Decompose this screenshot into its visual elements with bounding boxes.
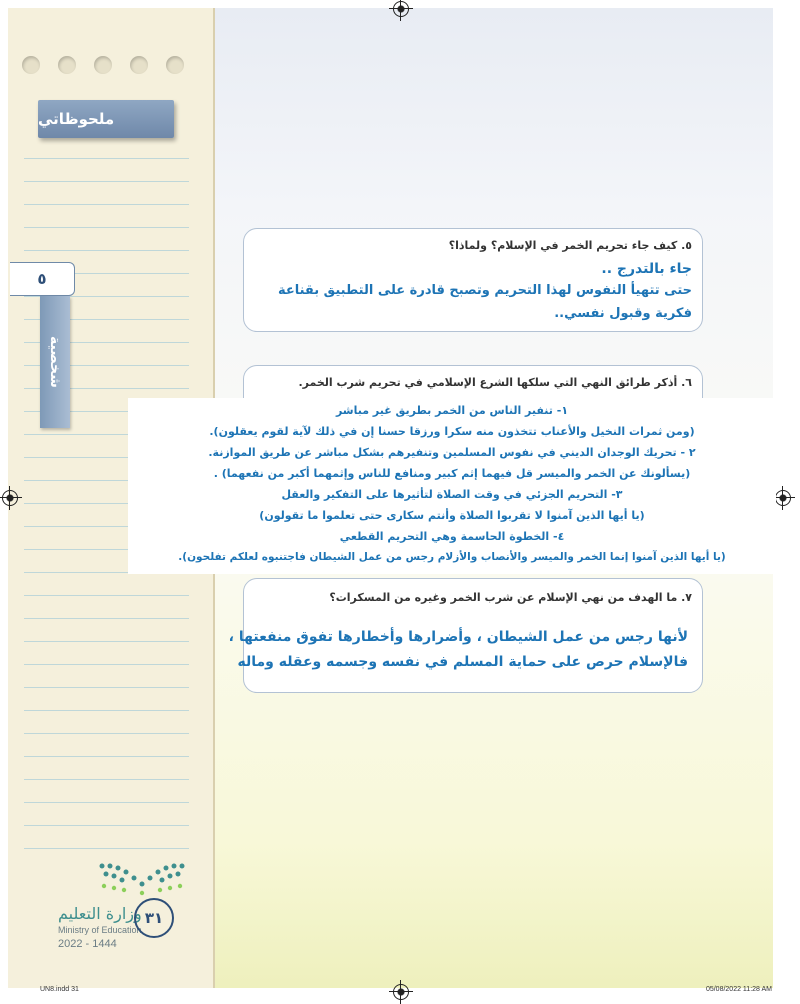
ministry-year: 2022 - 1444 (58, 938, 117, 950)
question-5-box (243, 228, 703, 332)
ruled-line (24, 825, 189, 826)
binder-hole (58, 56, 76, 74)
binder-hole (22, 56, 40, 74)
ministry-name-english: Ministry of Education (58, 925, 142, 935)
question-6-answer-line: ٢ - تحريك الوجدان الديني في نفوس المسلمين وتنفيرهم بشكل مباشر عن طريق الموازنة. (208, 446, 696, 459)
ruled-line (24, 158, 189, 159)
ruled-line (24, 227, 189, 228)
question-6-answer-line: (يسألونك عن الخمر والميسر قل فيهما إثم كبير ومنافع للناس وإثمهما أكبر من نفعهما) . (213, 467, 691, 480)
ruled-line (24, 664, 189, 665)
page-number-text: ٣١ (144, 909, 164, 927)
notes-title-tab (38, 100, 174, 138)
ruled-line (24, 250, 189, 251)
registration-mark (393, 984, 409, 1000)
ruled-line (24, 204, 189, 205)
unit-number: ٥ (37, 270, 47, 288)
registration-mark (2, 490, 18, 506)
ruled-line (24, 687, 189, 688)
question-6-answer-area (128, 398, 776, 574)
question-6-answer-line: ٣- التحريم الجزئي في وقت الصلاة لتأثيرها على التفكير والعقل (281, 488, 623, 501)
question-6-text: ٦. أذكر طرائق النهي التي سلكها الشرع الإسلامي في تحريم شرب الخمر. (298, 376, 692, 389)
ruled-line (24, 802, 189, 803)
question-6-answer-line: ٤- الخطوة الحاسمة وهي التحريم القطعي (339, 530, 565, 543)
question-7-answer-line2: فالإسلام حرص على حماية المسلم في نفسه وجسمه وعقله وماله (237, 654, 688, 670)
question-5-answer-line1: جاء بالتدرج .. (601, 261, 692, 277)
binder-hole (130, 56, 148, 74)
ruled-line (24, 756, 189, 757)
ruled-line (24, 733, 189, 734)
ministry-name-arabic: وزارة التعليم (58, 904, 142, 923)
file-slug: UN8.indd 31 (40, 986, 79, 993)
registration-mark (393, 1, 409, 17)
question-6-answer-line: ١- تنفير الناس من الخمر بطريق غير مباشر (335, 404, 569, 417)
ruled-line (24, 595, 189, 596)
question-5-answer-line3: فكرية وقبول نفسي.. (554, 306, 692, 321)
question-5-text: ٥. كيف جاء تحريم الخمر في الإسلام؟ ولماذا؟ (448, 239, 692, 252)
ruled-line (24, 779, 189, 780)
question-6-answer-line: (يا أيها الذين آمنوا لا تقربوا الصلاة وأنتم سكارى حتى تعلموا ما تقولون) (259, 509, 645, 522)
question-7-box (228, 578, 703, 693)
binder-hole (166, 56, 184, 74)
question-7-text: ٧. ما الهدف من نهي الإسلام عن شرب الخمر وغيره من المسكرات؟ (329, 591, 692, 604)
ruled-line (24, 181, 189, 182)
page-number (134, 898, 174, 938)
unit-label: شخصية (47, 336, 63, 388)
question-6-answer-line: (يا أيها الذين آمنوا إنما الخمر والميسر والأنصاب والأزلام رجس من عمل الشيطان فاجتنبوه لعلكم تفلحون). (178, 551, 726, 563)
question-7-answer-line1: لأنها رجس من عمل الشيطان ، وأضرارها وأخطارها تفوق منفعتها ، (228, 629, 688, 645)
ministry-logo-icon (96, 860, 188, 896)
binder-hole (94, 56, 112, 74)
ruled-line (24, 641, 189, 642)
ruled-line (24, 848, 189, 849)
question-5-answer-line2: حتى تتهيأ النفوس لهذا التحريم وتصبح قادرة على التطبيق بقناعة (277, 283, 692, 298)
ruled-line (24, 710, 189, 711)
unit-label-tab (40, 296, 70, 428)
ruled-line (24, 618, 189, 619)
notes-title: ملحوظاتي (38, 110, 115, 128)
date-slug: 05/08/2022 11:28 AM (705, 986, 772, 993)
question-6-answer-line: (ومن ثمرات النخيل والأعناب تتخذون منه سكرا ورزقا حسنا إن في ذلك لآية لقوم يعقلون). (209, 425, 695, 438)
unit-number-tab (10, 262, 75, 296)
registration-mark (775, 490, 791, 506)
